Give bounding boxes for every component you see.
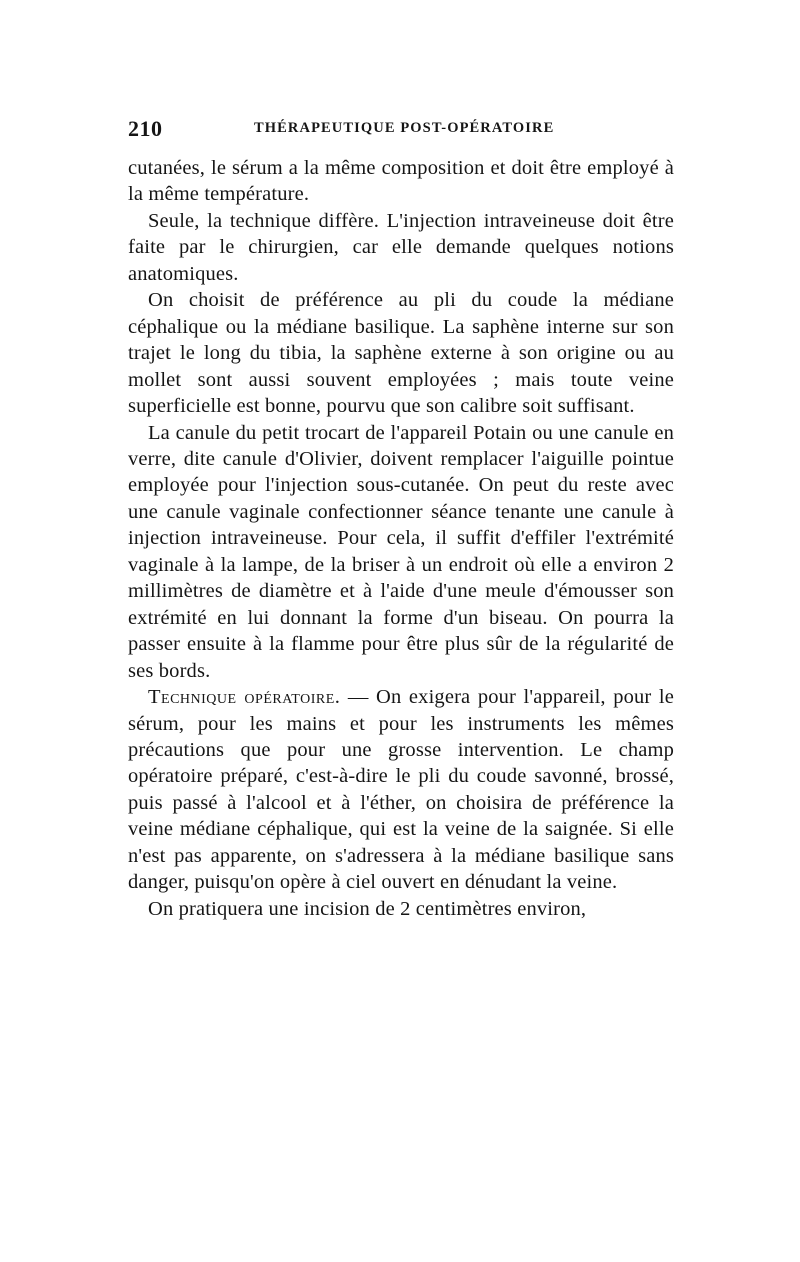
paragraph xyxy=(128,420,674,685)
paragraph-technique xyxy=(128,684,674,896)
paragraph-continued xyxy=(128,155,674,208)
paragraph xyxy=(128,287,674,419)
paragraph-text: La canule du petit trocart de l'appareil Potain ou une canule en verre, dite canule d'Olivier, doivent remplacer l'aiguille pointue employée pour l'injection sous-cutanée. On peut du reste avec une canule vaginale confectionner séance tenante une canule à injection intraveineuse. Pour cela, il suffit d'effiler l'extrémité vaginale à la lampe, de la briser à un endroit où elle a environ 2 millimètres de diamètre et à l'aide d'une meule d'émousser son extrémité en lui donnant la forme d'un biseau. On pourra la passer ensuite à la flamme pour être plus sûr de la régularité de ses bords. xyxy=(128,421,674,682)
body-text xyxy=(128,155,674,922)
paragraph xyxy=(128,896,674,922)
paragraph-text: On choisit de préférence au pli du coude la médiane céphalique ou la médiane basilique. La saphène interne sur son trajet le long du tibia, la saphène externe à son origine ou au mollet sont aussi souvent employées ; mais toute veine superficielle est bonne, pourvu que son calibre soit suffisant. xyxy=(128,289,674,418)
paragraph-text: — On exigera pour l'appareil, pour le sérum, pour les mains et pour les instruments les mêmes précautions que pour une grosse intervention. Le champ opératoire préparé, c'est-à-dire le pli du coude savonné, brossé, puis passé à l'alcool et à l'éther, on choisira de préférence la veine médiane céphalique, qui est la veine de la saignée. Si elle n'est pas apparente, on s'adressera à la médiane basilique sans danger, puisqu'on opère à ciel ouvert en dénudant la veine. xyxy=(128,686,674,894)
paragraph-text: Seule, la technique diffère. L'injection intraveineuse doit être faite par le chirurgien, car elle demande quelques notions anatomiques. xyxy=(128,209,674,285)
running-head xyxy=(128,116,674,140)
paragraph-text: On pratiquera une incision de 2 centimètres environ, xyxy=(148,897,587,920)
paragraph xyxy=(128,208,674,287)
paragraph-text: cutanées, le sérum a la même composition et doit être employé à la même température. xyxy=(128,157,674,206)
section-heading: Technique opératoire. xyxy=(148,686,341,709)
page-number: 210 xyxy=(128,116,163,141)
running-head-title: THÉRAPEUTIQUE POST-OPÉRATOIRE xyxy=(254,120,555,136)
